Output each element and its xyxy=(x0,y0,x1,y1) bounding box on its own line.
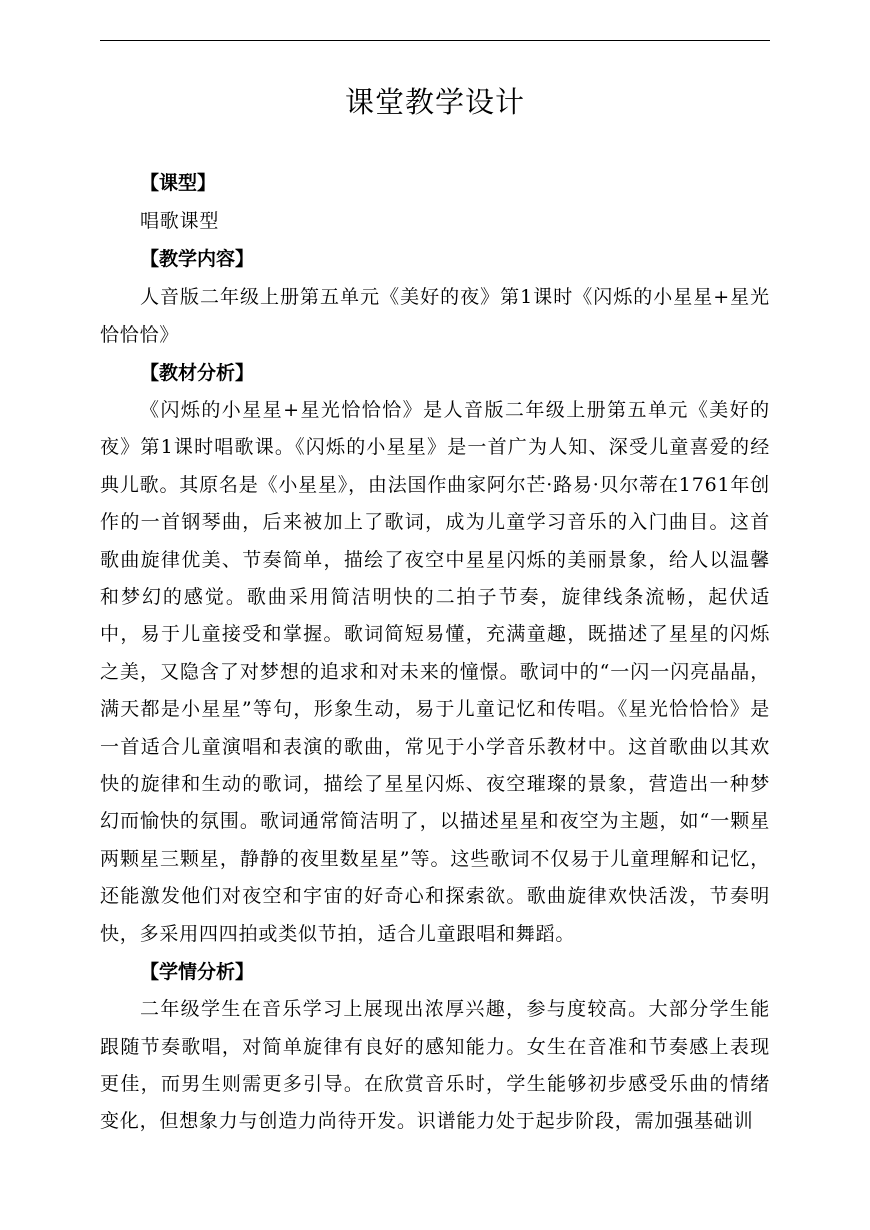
section-body-teaching-content: 人音版二年级上册第五单元《美好的夜》第1课时《闪烁的小星星+星光恰恰恰》 xyxy=(100,286,770,346)
section-heading-student-analysis: 【学情分析】 xyxy=(140,961,255,984)
section-heading-lesson-type: 【课型】 xyxy=(140,172,217,194)
section-heading-textbook-analysis: 【教材分析】 xyxy=(140,362,255,384)
section-heading-teaching-content: 【教学内容】 xyxy=(140,248,255,270)
section-body-student-analysis: 二年级学生在音乐学习上展现出浓厚兴趣，参与度较高。大部分学生能跟随节奏歌唱，对简单旋律有良好的感知能力。女生在音准和节奏感上表现更佳，而男生则需更多引导。在欣赏音乐时，学生能够初步感受乐曲的情绪变化，但想象力与创造力尚待开发。识谱能力处于起步阶段，需加强基础训 xyxy=(100,998,770,1133)
document-body xyxy=(100,164,770,1141)
page-title: 课堂教学设计 xyxy=(344,85,525,119)
header-rule xyxy=(100,40,770,41)
section-body-textbook-analysis: 《闪烁的小星星+星光恰恰恰》是人音版二年级上册第五单元《美好的夜》第1课时唱歌课。《闪烁的小星星》是一首广为人知、深受儿童喜爱的经典儿歌。其原名是《小星星》，由法国作曲家阿尔芒·路易·贝尔蒂在1761年创作的一首钢琴曲，后来被加上了歌词，成为儿童学习音乐的入门曲目。这首歌曲旋律优美、节奏简单，描绘了夜空中星星闪烁的美丽景象，给人以温馨和梦幻的感觉。歌曲采用简洁明快的二拍子节奏，旋律线条流畅，起伏适中，易于儿童接受和掌握。歌词简短易懂，充满童趣，既描述了星星的闪烁之美，又隐含了对梦想的追求和对未来的憧憬。歌词中的“一闪一闪亮晶晶，满天都是小星星”等句，形象生动，易于儿童记忆和传唱。《星光恰恰恰》是一首适合儿童演唱和表演的歌曲，常见于小学音乐教材中。这首歌曲以其欢快的旋律和生动的歌词，描绘了星星闪烁、夜空璀璨的景象，营造出一种梦幻而愉快的氛围。歌词通常简洁明了，以描述星星和夜空为主题，如“一颗星两颗星三颗星，静静的夜里数星星”等。这些歌词不仅易于儿童理解和记忆，还能激发他们对夜空和宇宙的好奇心和探索欲。歌曲旋律欢快活泼，节奏明快，多采用四四拍或类似节拍，适合儿童跟唱和舞蹈。 xyxy=(100,399,770,945)
section-body-lesson-type: 唱歌课型 xyxy=(140,210,220,232)
